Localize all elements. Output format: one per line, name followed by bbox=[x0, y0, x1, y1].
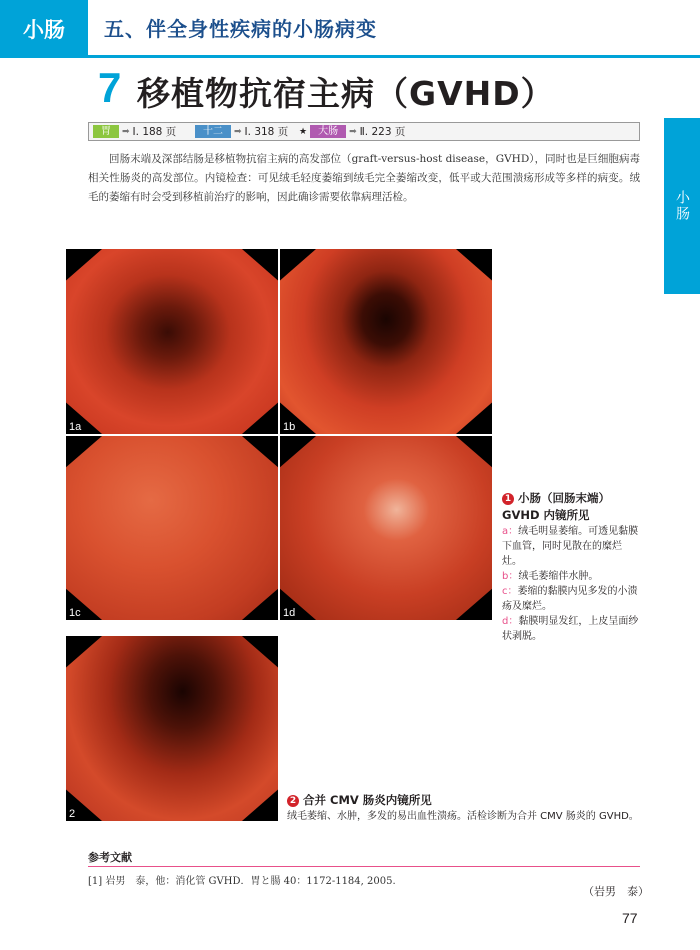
page-number: 77 bbox=[622, 910, 638, 926]
endoscopy-image-1b bbox=[280, 249, 492, 434]
figure-label: 2 bbox=[69, 808, 76, 820]
author: （岩男 泰） bbox=[583, 885, 649, 898]
caption-line-d: d：黏膜明显发红，上皮呈面纱状剥脱。 bbox=[502, 616, 639, 642]
endoscopy-image-1d bbox=[280, 436, 492, 620]
caption-number: 2 bbox=[287, 795, 299, 807]
star-icon: ★ bbox=[299, 126, 308, 137]
xref-stomach bbox=[93, 123, 176, 140]
figure-2-caption bbox=[287, 792, 647, 824]
endoscopy-view bbox=[66, 249, 278, 434]
xref-colon bbox=[299, 123, 405, 140]
arrow-right-icon: ➡ bbox=[349, 126, 357, 137]
caption-title: 1 小肠（回肠末端）GVHD 内镜所见 bbox=[502, 491, 610, 522]
caption-title: 2 合并 CMV 肠炎内镜所见 bbox=[287, 792, 647, 809]
figure-label: 1a bbox=[69, 421, 82, 433]
endoscopy-view bbox=[66, 436, 278, 620]
figure-label: 1b bbox=[283, 421, 296, 433]
references-heading: 参考文献 bbox=[88, 851, 132, 864]
header-rule bbox=[88, 55, 700, 58]
endoscopy-image-1c bbox=[66, 436, 278, 620]
figure-label: 1d bbox=[283, 607, 296, 619]
caption-line-b: b：绒毛萎缩伴水肿。 bbox=[502, 571, 599, 582]
xref-tag: 十二 bbox=[195, 125, 231, 138]
intro-paragraph: 回肠末端及深部结肠是移植物抗宿主病的高发部位（graft-versus-host disease，GVHD），同时也是巨细胞病毒相关性肠炎的高发部位。内镜检查：可见绒毛轻度萎缩到绒毛完全萎缩改变，低平或大范围溃疡形成等多样的病变。绒毛的萎缩有时会受到移植前治疗的影响，因此确诊需要依靠病理活检。 bbox=[88, 153, 640, 203]
endoscopy-image-1a bbox=[66, 249, 278, 434]
arrow-right-icon: ➡ bbox=[234, 126, 242, 137]
references-rule bbox=[88, 866, 640, 867]
reference-item: [1] 岩男 泰，他：消化管 GVHD．胃と腸 40：1172-1184, 2005. bbox=[88, 876, 396, 887]
caption-line-c: c：萎缩的黏膜内见多发的小溃疡及糜烂。 bbox=[502, 586, 638, 612]
endoscopy-image-2 bbox=[66, 636, 278, 821]
endoscopy-view bbox=[66, 636, 278, 821]
figure-label: 1c bbox=[69, 607, 81, 619]
xref-tag: 胃 bbox=[93, 125, 119, 138]
page-title: 移植物抗宿主病（GVHD） bbox=[137, 74, 555, 113]
xref-page: Ⅰ. 318 页 bbox=[244, 126, 289, 138]
chapter-tab: 小肠 bbox=[0, 0, 88, 58]
section-title: 五、伴全身性疾病的小肠病变 bbox=[104, 17, 377, 41]
xref-page: Ⅰ. 188 页 bbox=[132, 126, 177, 138]
title-number: 7 bbox=[98, 64, 122, 111]
side-chapter-tab: 小肠 bbox=[664, 118, 700, 294]
figure-1-caption bbox=[502, 490, 640, 644]
endoscopy-view bbox=[280, 249, 492, 434]
xref-tag: 大肠 bbox=[310, 125, 346, 138]
cross-reference-bar bbox=[88, 122, 640, 141]
caption-line-a: a：绒毛明显萎缩。可透见黏膜下血管，同时见散在的糜烂灶。 bbox=[502, 526, 639, 567]
endoscopy-view bbox=[280, 436, 492, 620]
xref-page: Ⅱ. 223 页 bbox=[359, 126, 406, 138]
xref-duodenum bbox=[195, 123, 288, 140]
arrow-right-icon: ➡ bbox=[122, 126, 130, 137]
caption-text: 绒毛萎缩、水肿，多发的易出血性溃疡。活检诊断为合并 CMV 肠炎的 GVHD。 bbox=[287, 811, 639, 822]
caption-number: 1 bbox=[502, 493, 514, 505]
